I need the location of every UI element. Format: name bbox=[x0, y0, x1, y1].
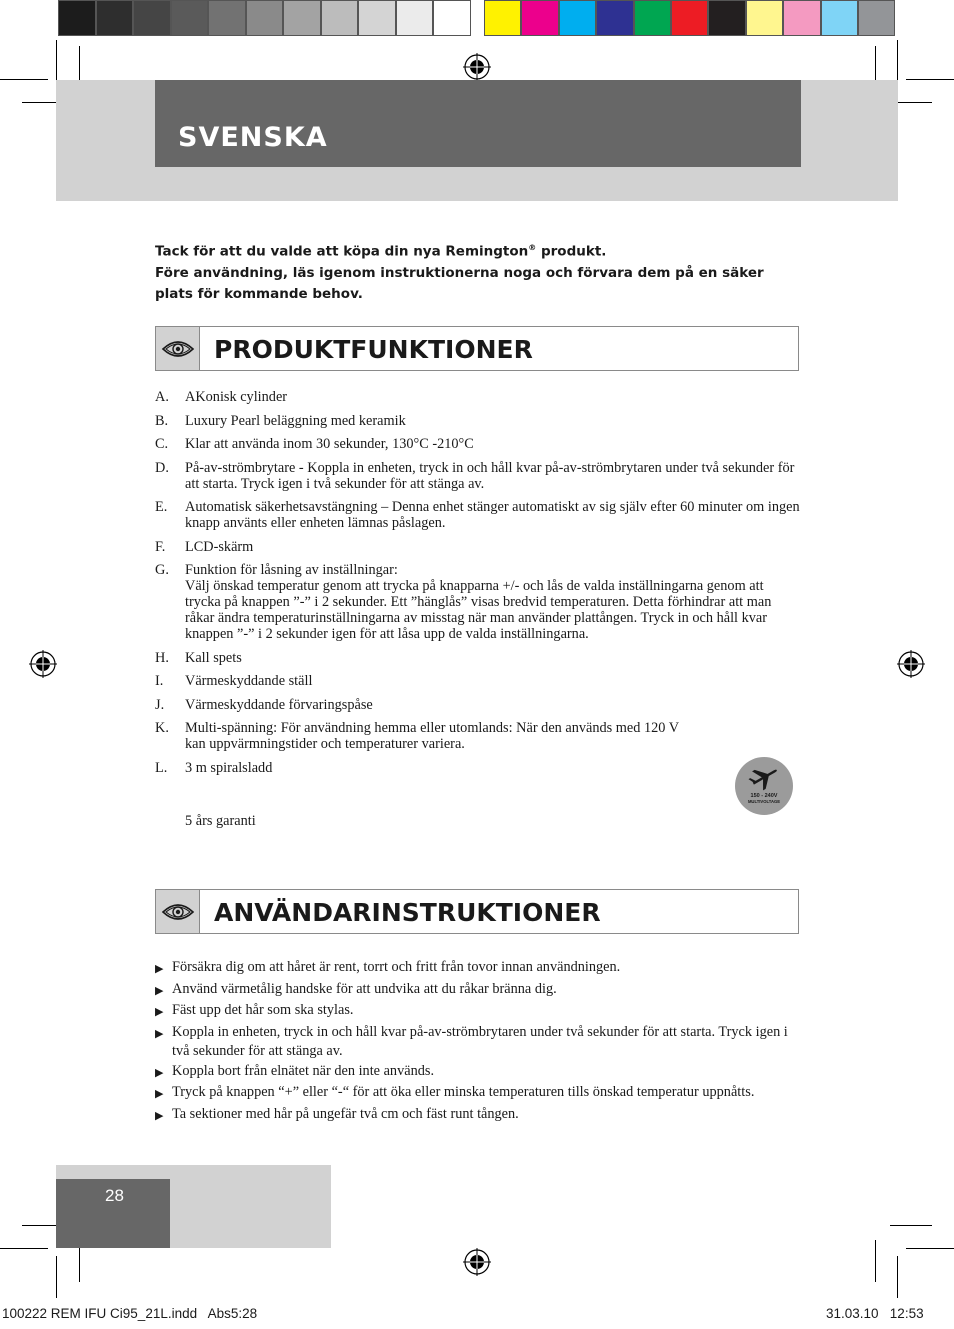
list-item: K. Multi-spänning: För användning hemma eller utomlands: När den används med 120 V kan uppvärmningstider och temperaturer variera. bbox=[155, 720, 679, 752]
registration-mark-icon bbox=[463, 1248, 491, 1276]
page-title: SVENSKA bbox=[178, 122, 328, 153]
triangle-bullet-icon: ▶ bbox=[155, 1088, 164, 1100]
list-item: ▶ Använd värmetålig handske för att undvika att du råkar bränna dig. bbox=[155, 980, 801, 1002]
list-item: F. LCD-skärm bbox=[155, 538, 254, 555]
list-item: H. Kall spets bbox=[155, 649, 242, 666]
eye-icon bbox=[156, 890, 200, 933]
color-swatch bbox=[671, 0, 708, 36]
list-item: G. Funktion för låsning av inställningar: Välj önskad temperatur genom att trycka på knapparna +/- och lås de valda inställningarna genom att trycka på knappen ”-” i 2 sekunder. Ett ”hänglås” visas bredvid temperaturen. Detta förhindrar att man råkar ändra temperaturinställningarna av misstag när man använder plattången. Tryck in och håll kvar knappen ”-” i 2 sekunder igen för att låsa upp de valda inställningarna. bbox=[155, 562, 772, 642]
features-title: PRODUKTFUNKTIONER bbox=[214, 335, 533, 364]
crop-mark bbox=[56, 1256, 57, 1298]
color-swatch bbox=[708, 0, 745, 36]
color-swatch bbox=[246, 0, 284, 36]
gray-color-bar bbox=[58, 0, 471, 38]
usage-section-header bbox=[155, 889, 799, 934]
color-swatch bbox=[484, 0, 521, 36]
color-swatch bbox=[358, 0, 396, 36]
registration-mark-icon bbox=[463, 53, 491, 81]
list-item: ▶ Koppla in enheten, tryck in och håll kvar på-av-strömbrytaren under två sekunder för att starta. Tryck igen i två sekunder för att stänga av. bbox=[155, 1023, 801, 1062]
color-swatch bbox=[321, 0, 359, 36]
crop-mark bbox=[0, 79, 48, 80]
color-swatch bbox=[133, 0, 171, 36]
list-item: ▶ Försäkra dig om att håret är rent, torrt och fritt från tovor innan användningen. bbox=[155, 958, 801, 980]
color-swatch bbox=[634, 0, 671, 36]
color-swatch bbox=[283, 0, 321, 36]
list-item: ▶ Tryck på knappen “+” eller “-“ för att öka eller minska temperaturen tills önskad temperatur uppnåtts. bbox=[155, 1083, 801, 1105]
color-swatch bbox=[208, 0, 246, 36]
triangle-bullet-icon: ▶ bbox=[155, 1027, 164, 1040]
crop-mark bbox=[906, 79, 954, 80]
crop-mark bbox=[875, 1240, 876, 1282]
slug-date: 31.03.10 12:53 bbox=[826, 1306, 924, 1321]
color-swatch bbox=[858, 0, 895, 36]
list-item: D. På-av-strömbrytare - Koppla in enheten, tryck in och håll kvar på-av-strömbrytaren under två sekunder för att starta. Tryck igen i två sekunder för att stänga av. bbox=[155, 459, 795, 492]
page-number: 28 bbox=[105, 1186, 124, 1205]
usage-list bbox=[155, 958, 801, 1126]
color-swatch bbox=[783, 0, 820, 36]
features-section-header bbox=[155, 326, 799, 371]
list-item: C. Klar att använda inom 30 sekunder, 130°C -210°C bbox=[155, 436, 474, 452]
crop-mark bbox=[906, 1248, 954, 1249]
crop-mark bbox=[890, 1225, 932, 1226]
color-swatch bbox=[96, 0, 134, 36]
triangle-bullet-icon: ▶ bbox=[155, 1006, 164, 1018]
list-item: L. 3 m spiralsladd bbox=[155, 759, 273, 776]
list-item: I. Värmeskyddande ställ bbox=[155, 673, 313, 689]
process-color-bar bbox=[484, 0, 895, 38]
color-swatch bbox=[821, 0, 858, 36]
color-swatch bbox=[58, 0, 96, 36]
triangle-bullet-icon: ▶ bbox=[155, 1066, 164, 1079]
registration-mark-icon bbox=[29, 650, 57, 678]
intro-line-2: Före användning, läs igenom instruktionerna noga och förvara dem på en säker plats för kommande behov. bbox=[155, 264, 764, 302]
color-swatch bbox=[596, 0, 633, 36]
airplane-icon bbox=[735, 757, 793, 815]
intro-text bbox=[155, 237, 795, 305]
multivoltage-badge bbox=[735, 757, 793, 815]
registration-mark-icon bbox=[897, 650, 925, 678]
list-item: ▶ Fäst upp det hår som ska stylas. bbox=[155, 1001, 801, 1023]
list-item: E. Automatisk säkerhetsavstängning – Denna enhet stänger automatiskt av sig själv efter 60 minuter om ingen knapp använts eller enheten lämnas påslagen. bbox=[155, 499, 800, 531]
triangle-bullet-icon: ▶ bbox=[155, 984, 164, 997]
color-swatch bbox=[559, 0, 596, 36]
color-swatch bbox=[433, 0, 471, 36]
color-swatch bbox=[521, 0, 558, 36]
usage-title: ANVÄNDARINSTRUKTIONER bbox=[214, 898, 601, 927]
features-list bbox=[155, 389, 801, 783]
triangle-bullet-icon: ▶ bbox=[155, 1109, 164, 1122]
color-swatch bbox=[746, 0, 783, 36]
triangle-bullet-icon: ▶ bbox=[155, 963, 164, 975]
color-swatch bbox=[396, 0, 434, 36]
intro-line-1: Tack för att du valde att köpa din nya Remington® produkt. bbox=[155, 243, 607, 260]
svg-text:MULTIVOLTAGE: MULTIVOLTAGE bbox=[747, 799, 781, 804]
svg-text:150 - 240V: 150 - 240V bbox=[750, 793, 778, 799]
warranty-text: 5 års garanti bbox=[185, 813, 256, 829]
list-item: B. Luxury Pearl beläggning med keramik bbox=[155, 412, 406, 429]
list-item: ▶ Ta sektioner med hår på ungefär två cm och fäst runt tången. bbox=[155, 1105, 801, 1127]
eye-icon bbox=[156, 327, 200, 370]
color-swatch bbox=[171, 0, 209, 36]
crop-mark bbox=[0, 1248, 48, 1249]
list-item: A. AKonisk cylinder bbox=[155, 389, 288, 405]
crop-mark bbox=[897, 1256, 898, 1298]
list-item: ▶ Koppla bort från elnätet när den inte används. bbox=[155, 1062, 801, 1084]
slug-filename: 100222 REM IFU Ci95_21L.indd Abs5:28 bbox=[2, 1306, 258, 1321]
list-item: J. Värmeskyddande förvaringspåse bbox=[155, 696, 373, 713]
